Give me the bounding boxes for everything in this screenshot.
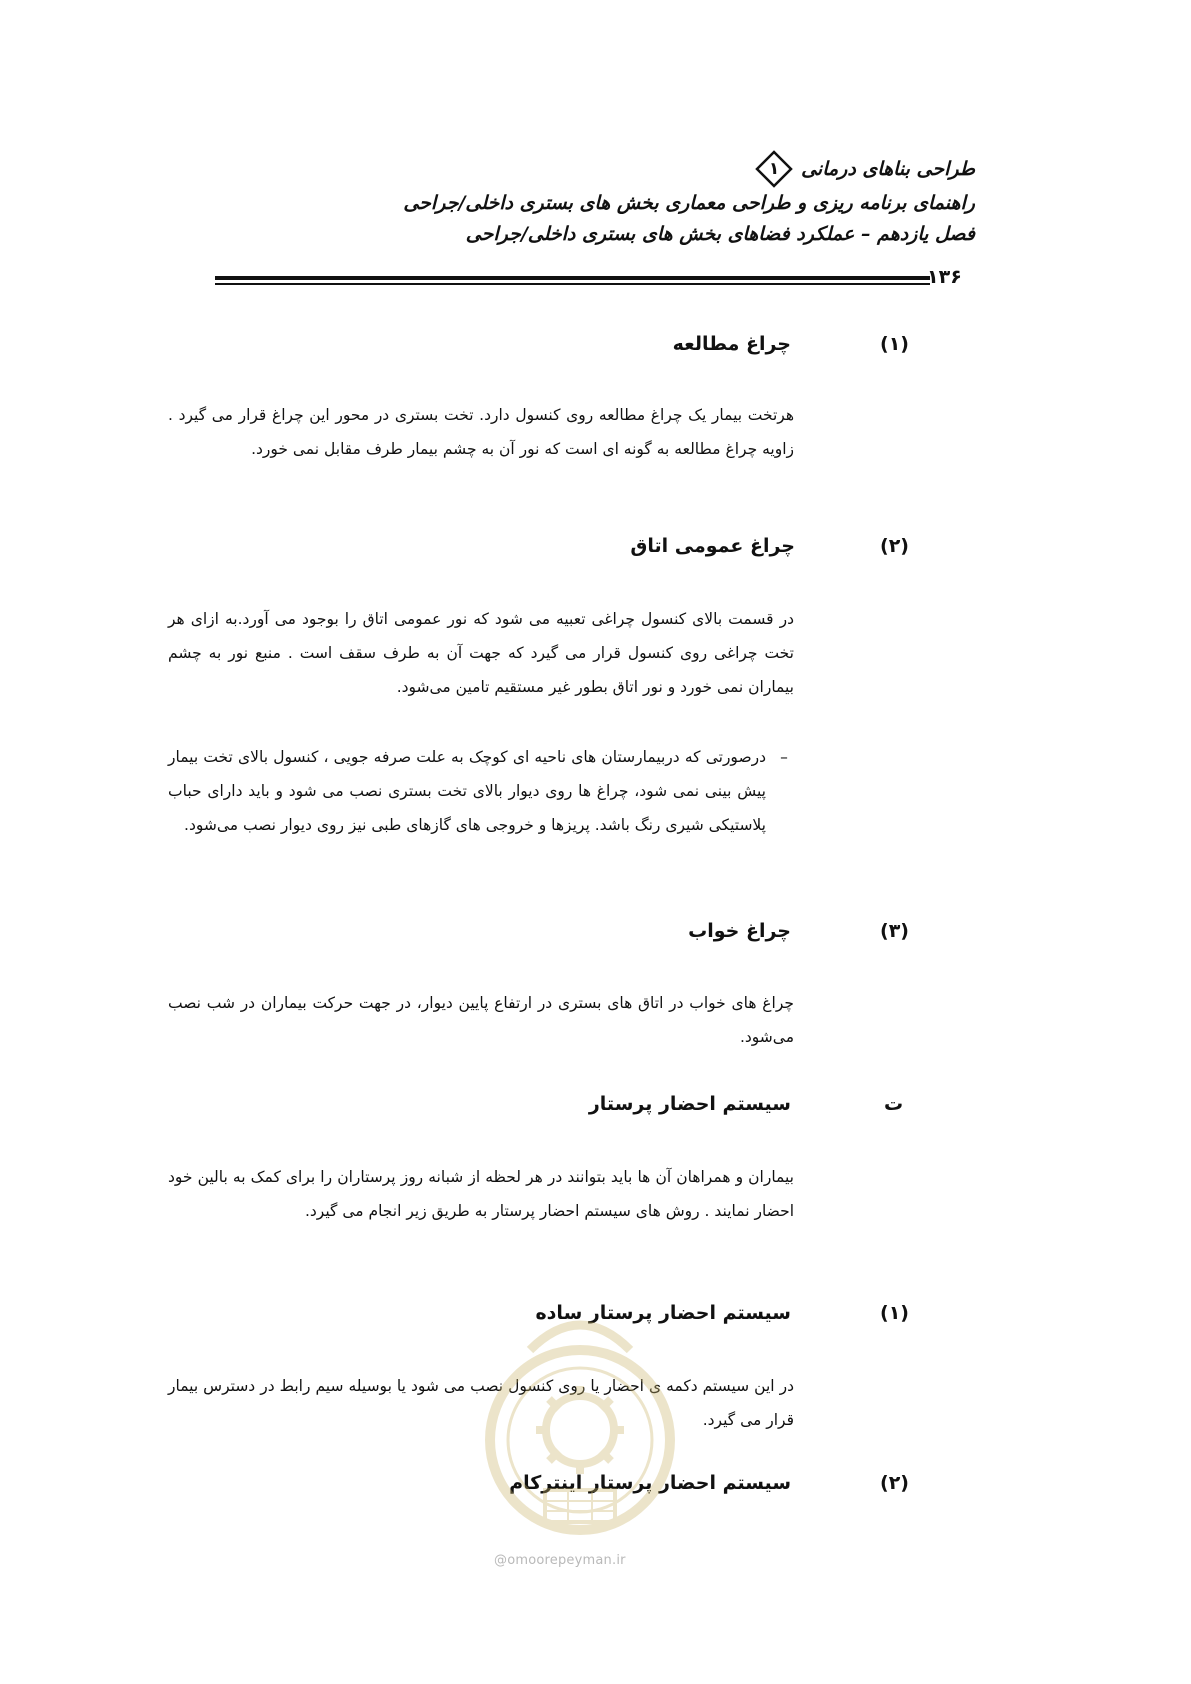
watermark-text: @omoorepeyman.ir — [494, 1553, 626, 1568]
section-heading: چراغ مطالعه — [672, 333, 791, 355]
running-header — [380, 150, 975, 250]
section-paragraph: چراغ های خواب در اتاق های بستری در ارتفاع پایین دیوار، در جهت حرکت بیماران در شب نصب می‌شود. — [168, 994, 794, 1046]
section-number: (۲) — [880, 535, 909, 557]
section-number: (۲) — [880, 1472, 909, 1494]
section-number: (۳) — [880, 920, 909, 942]
header-line-2: راهنمای برنامه ریزی و طراحی معماری بخش های بستری داخلی/جراحی — [403, 192, 975, 214]
header-rule-thin — [215, 283, 930, 285]
volume-badge — [755, 150, 793, 188]
section-letter: ت — [884, 1093, 904, 1115]
section-number: (۱) — [880, 333, 909, 355]
header-rule — [215, 276, 930, 288]
section-heading: سیستم احضار پرستار اینترکام — [509, 1472, 791, 1494]
header-line-3: فصل یازدهم – عملکرد فضاهای بخش های بستری داخلی/جراحی — [465, 223, 975, 245]
bullet-dash: – — [780, 748, 788, 766]
section-number: (۱) — [880, 1302, 909, 1324]
volume-number: ۱ — [768, 159, 780, 179]
page-number: ۱۳۶ — [927, 266, 962, 288]
header-rule-thick — [215, 276, 930, 280]
section-heading: چراغ عمومی اتاق — [630, 535, 795, 557]
section-paragraph: بیماران و همراهان آن ها باید بتوانند در هر لحظه از شبانه روز پرستاران را برای کمک به بالین خود احضار نمایند . روش های سیستم احضار پرستار به طریق زیر انجام می گیرد. — [168, 1168, 794, 1220]
section-heading: چراغ خواب — [688, 920, 791, 942]
book-title: طراحی بناهای درمانی — [801, 157, 975, 180]
bullet-text: درصورتی که دربیمارستان های ناحیه ای کوچک به علت صرفه جویی ، کنسول بالای تخت بیمار پیش بینی نمی شود، چراغ ها روی دیوار بالای تخت بستری نصب می شود و باید دارای حباب پلاستیکی شیری رنگ باشد. پریزها و خروجی های گازهای طبی نیز روی دیوار نصب می‌شود. — [168, 748, 766, 834]
section-heading: سیستم احضار پرستار ساده — [535, 1302, 791, 1324]
section-paragraph: در قسمت بالای کنسول چراغی تعبیه می شود که نور عمومی اتاق را بوجود می آورد.به ازای هر تخت چراغی روی کنسول قرار می گیرد که جهت آن به طرف سقف است . منبع نور به چشم بیماران نمی خورد و نور اتاق بطور غیر مستقیم تامین می‌شود. — [168, 610, 794, 696]
bullet-item — [168, 740, 794, 842]
section-paragraph: در این سیستم دکمه ی احضار یا روی کنسول نصب می شود یا بوسیله سیم رابط در دسترس بیمار قرار می گیرد. — [168, 1377, 794, 1429]
section-heading: سیستم احضار پرستار — [588, 1093, 791, 1115]
section-paragraph: هرتخت بیمار یک چراغ مطالعه روی کنسول دارد. تخت بستری در محور این چراغ قرار می گیرد . زاویه چراغ مطالعه به گونه ای است که نور آن به چشم بیمار طرف مقابل نمی خورد. — [168, 406, 794, 458]
header-line-1 — [380, 150, 975, 188]
